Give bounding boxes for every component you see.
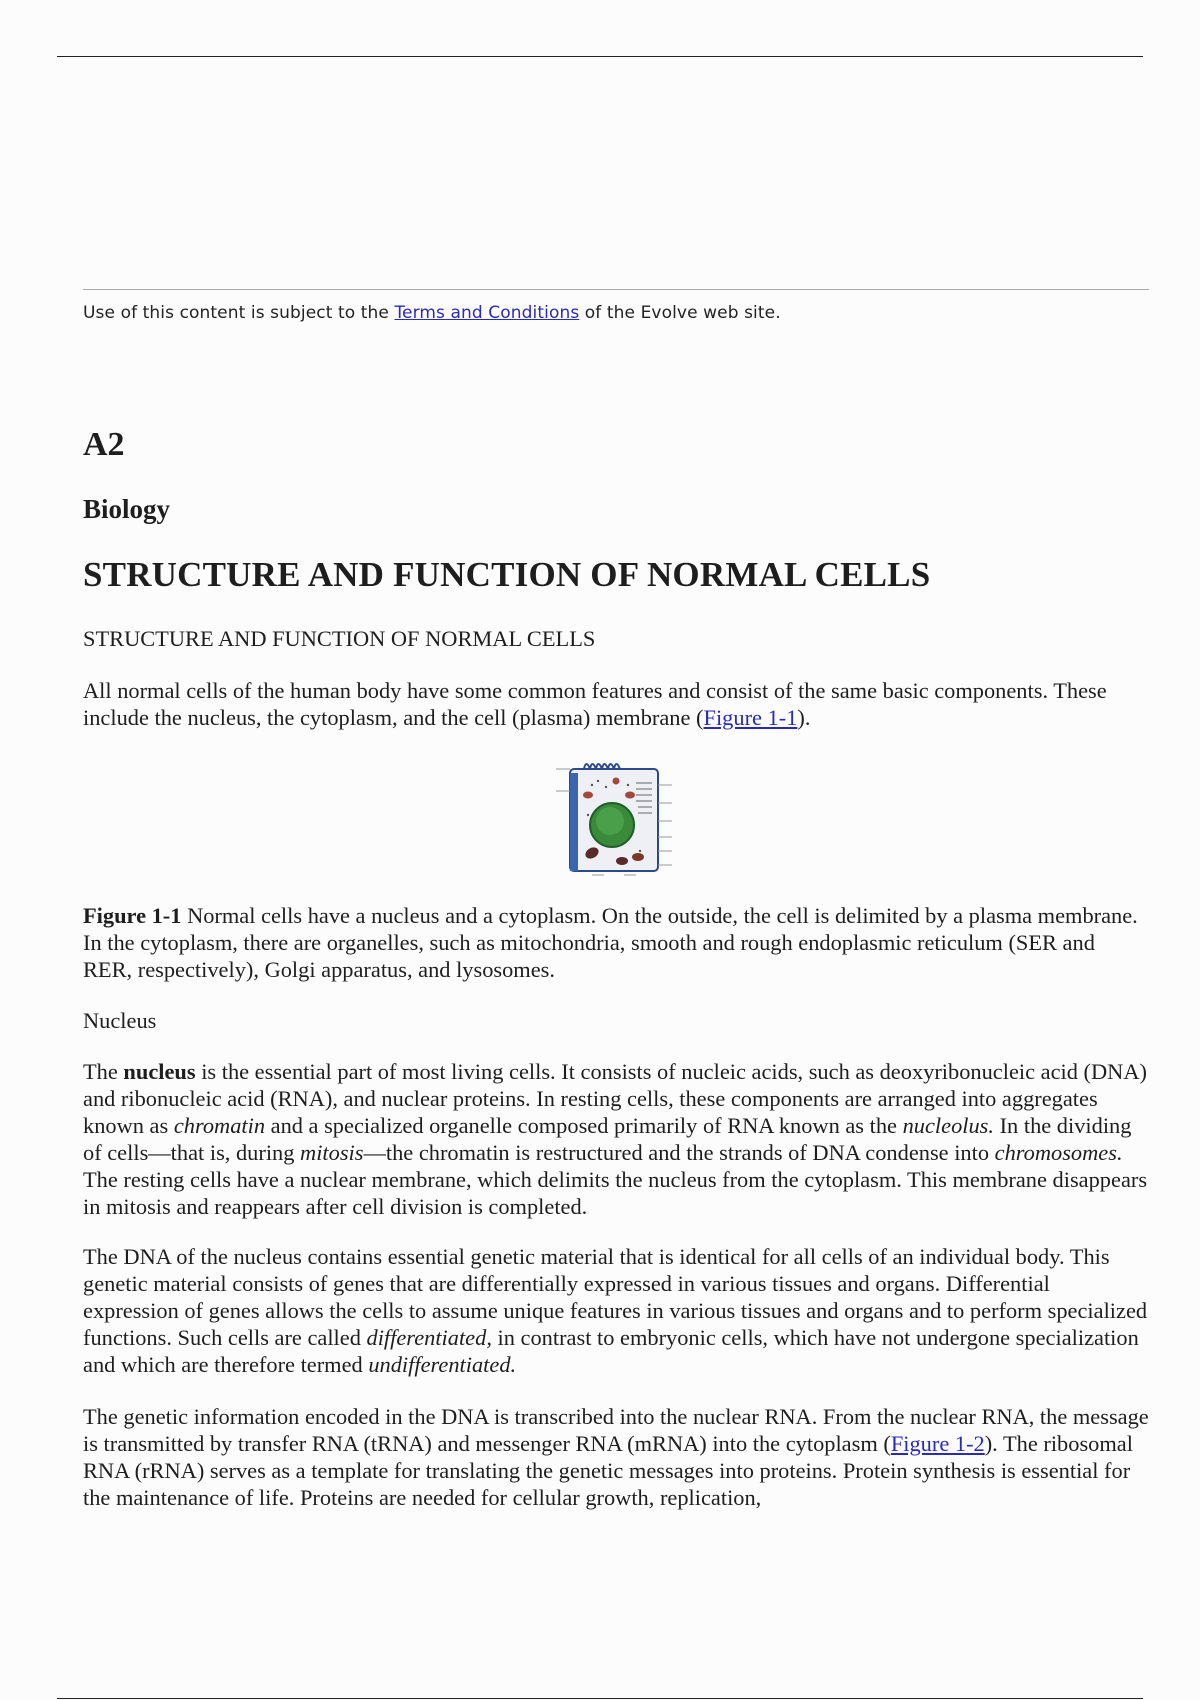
rna-paragraph [83, 1403, 1149, 1511]
figure-1-2-link[interactable]: Figure 1-2 [890, 1431, 985, 1456]
page-top-rule [57, 56, 1143, 57]
text-run: The resting cells have a nuclear membrane, which delimits the nucleus from the cytoplasm. This membrane disappears in mitosis and reappears after cell division is completed. [83, 1167, 1148, 1219]
intro-end: ). [797, 705, 811, 730]
figure-caption-text: Normal cells have a nucleus and a cytoplasm. On the outside, the cell is delimited by a plasma membrane. In the cytoplasm, there are organelles, such as mitochondria, smooth and rough endoplasmic reticulum (SER and RER, respectively), Golgi apparatus, and lysosomes. [83, 903, 1138, 982]
nucleus-heading: Nucleus [83, 1008, 157, 1033]
document-content [83, 289, 1149, 1511]
term-undifferentiated: undifferentiated. [368, 1352, 517, 1377]
page-title: STRUCTURE AND FUNCTION OF NORMAL CELLS [83, 555, 931, 594]
text-run: The genetic information encoded in the DNA is transcribed into the nuclear RNA. From the nuclear RNA, the message is transmitted by transfer RNA (tRNA) and messenger RNA (mRNA) into the cytoplasm ( [83, 1404, 1149, 1456]
dna-paragraph [83, 1243, 1149, 1378]
nucleus-paragraph [83, 1058, 1149, 1220]
term-chromosomes: chromosomes. [994, 1140, 1123, 1165]
term-mitosis: mitosis [300, 1140, 364, 1165]
figure-label: Figure 1-1 [83, 903, 182, 928]
intro-text: All normal cells of the human body have some common features and consist of the same basic components. These include the nucleus, the cytoplasm, and the cell (plasma) membrane ( [83, 678, 1107, 730]
text-run: is the essential part of most living cells. It consists of nucleic acids, such as deoxyribonucleic acid (DNA) and ribonucleic acid (RNA), and nuclear proteins. In resting cells, these components are arranged into aggregates known as [83, 1059, 1147, 1138]
terms-notice-prefix: Use of this content is subject to the [83, 303, 395, 323]
term-chromatin: chromatin [173, 1113, 266, 1138]
figure-1-1-link[interactable]: Figure 1-1 [703, 705, 798, 730]
terms-notice [83, 303, 1149, 323]
cell-diagram-image [552, 755, 680, 878]
text-run: The DNA of the nucleus contains essential genetic material that is identical for all cells of an individual body. This genetic material consists of genes that are differentially expressed in various tissues and organs. Differential expression of genes allows the cells to assume unique features in various tissues and organs and to perform specialized functions. Such cells are called [83, 1244, 1148, 1350]
intro-paragraph [83, 677, 1149, 731]
subject-heading: Biology [83, 494, 171, 524]
terms-and-conditions-link[interactable]: Terms and Conditions [394, 303, 580, 323]
text-run: ). The ribosomal RNA (rRNA) serves as a template for translating the genetic messages into proteins. Protein synthesis is essential for the maintenance of life. Proteins are needed for cellular growth, replication, [83, 1431, 1133, 1510]
section-subtitle: STRUCTURE AND FUNCTION OF NORMAL CELLS [83, 626, 596, 651]
section-code: A2 [83, 426, 125, 463]
figure-1-1-caption [83, 902, 1149, 983]
notice-divider [83, 289, 1149, 290]
terms-notice-suffix: of the Evolve web site. [579, 303, 781, 323]
term-nucleus: nucleus [123, 1059, 196, 1084]
term-nucleolus: nucleolus. [902, 1113, 994, 1138]
page-bottom-rule [57, 1698, 1143, 1699]
text-run: The [83, 1059, 124, 1084]
text-run: —the chromatin is restructured and the strands of DNA condense into [363, 1140, 995, 1165]
text-run: and a specialized organelle composed primarily of RNA known as the [265, 1113, 903, 1138]
text-run: in contrast to embryonic cells, which have not undergone specialization and which are therefore termed [83, 1325, 1139, 1377]
text-run: In the dividing of cells—that is, during [83, 1113, 1132, 1165]
figure-1-1-image[interactable] [83, 755, 1149, 878]
term-differentiated: differentiated, [366, 1325, 492, 1350]
